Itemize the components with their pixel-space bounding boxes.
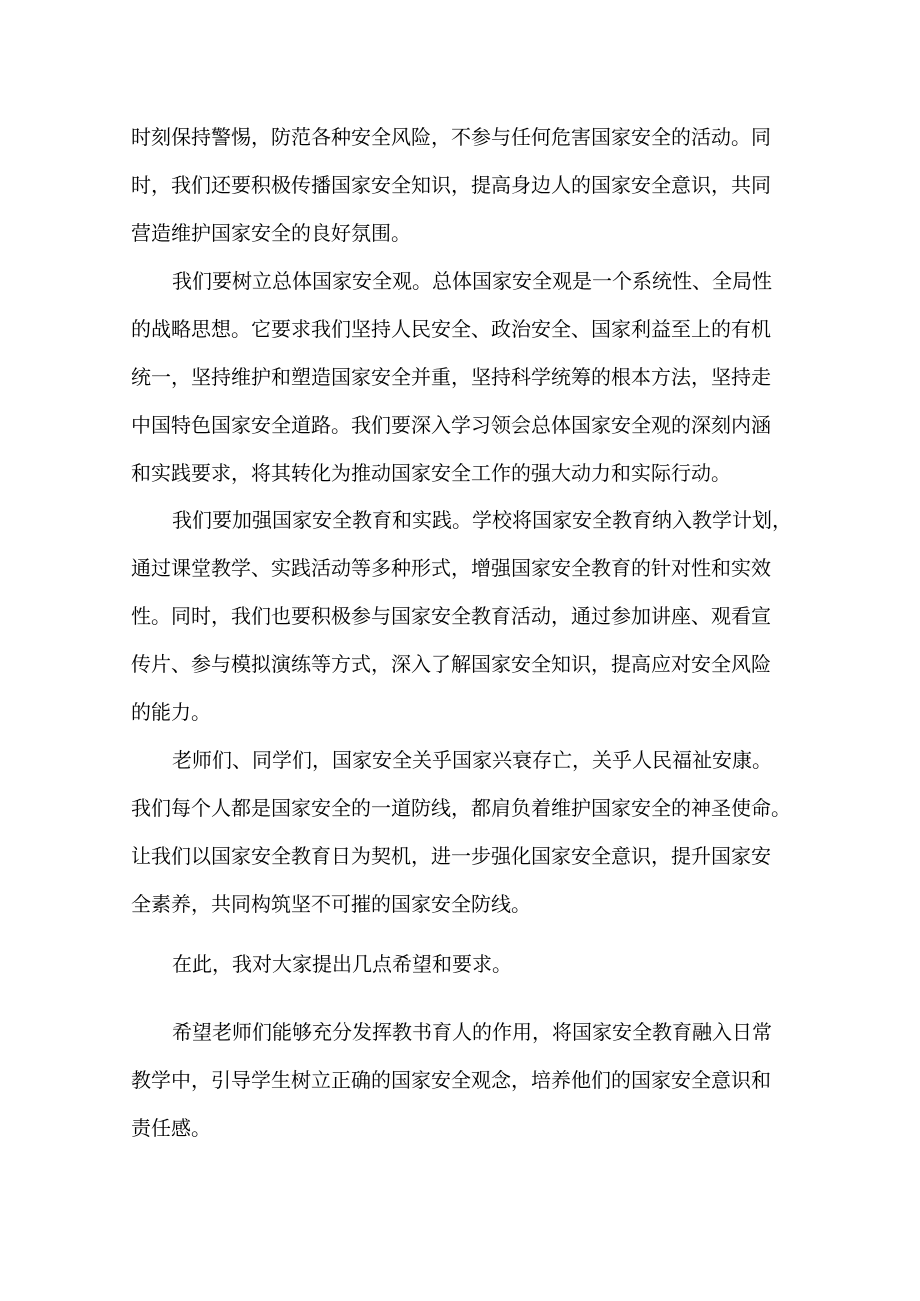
paragraph-call-to-action	[131, 736, 791, 928]
text-line: 传片、参与模拟演练等方式，深入了解国家安全知识，提高应对安全风险	[131, 652, 771, 676]
paragraph-expectations-intro	[131, 940, 791, 988]
text-line: 全素养，共同构筑坚不可摧的国家安全防线。	[131, 892, 531, 916]
text-line: 和实践要求，将其转化为推动国家安全工作的强大动力和实际行动。	[131, 461, 731, 485]
text-line: 时，我们还要积极传播国家安全知识，提高身边人的国家安全意识，共同	[131, 173, 771, 197]
text-line: 老师们、同学们，国家安全关乎国家兴衰存亡，关乎人民福祉安康。	[172, 748, 772, 772]
text-line: 通过课堂教学、实践活动等多种形式，增强国家安全教育的针对性和实效	[131, 556, 771, 580]
paragraph-vigilance	[131, 113, 791, 257]
text-line: 统一，坚持维护和塑造国家安全并重，坚持科学统筹的根本方法，坚持走	[131, 365, 771, 389]
text-line: 性。同时，我们也要积极参与国家安全教育活动，通过参加讲座、观看宣	[131, 604, 771, 628]
text-line: 教学中，引导学生树立正确的国家安全观念，培养他们的国家安全意识和	[131, 1068, 771, 1092]
text-line: 我们每个人都是国家安全的一道防线，都肩负着维护国家安全的神圣使命。	[131, 796, 791, 820]
text-line: 让我们以国家安全教育日为契机，进一步强化国家安全意识，提升国家安	[131, 844, 771, 868]
text-line: 在此，我对大家提出几点希望和要求。	[172, 952, 512, 976]
text-line: 我们要树立总体国家安全观。总体国家安全观是一个系统性、全局性	[172, 269, 772, 293]
text-line: 的战略思想。它要求我们坚持人民安全、政治安全、国家利益至上的有机	[131, 317, 771, 341]
paragraph-teacher-hopes	[131, 1008, 791, 1152]
text-line: 希望老师们能够充分发挥教书育人的作用，将国家安全教育融入日常	[172, 1020, 772, 1044]
text-line: 责任感。	[131, 1116, 211, 1140]
paragraph-education-practice	[131, 496, 791, 736]
text-line: 的能力。	[131, 700, 211, 724]
text-line: 中国特色国家安全道路。我们要深入学习领会总体国家安全观的深刻内涵	[131, 413, 771, 437]
text-line: 营造维护国家安全的良好氛围。	[131, 221, 411, 245]
paragraph-overall-security-view	[131, 257, 791, 497]
text-line: 我们要加强国家安全教育和实践。学校将国家安全教育纳入教学计划，	[172, 508, 792, 532]
text-line: 时刻保持警惕，防范各种安全风险，不参与任何危害国家安全的活动。同	[131, 125, 771, 149]
